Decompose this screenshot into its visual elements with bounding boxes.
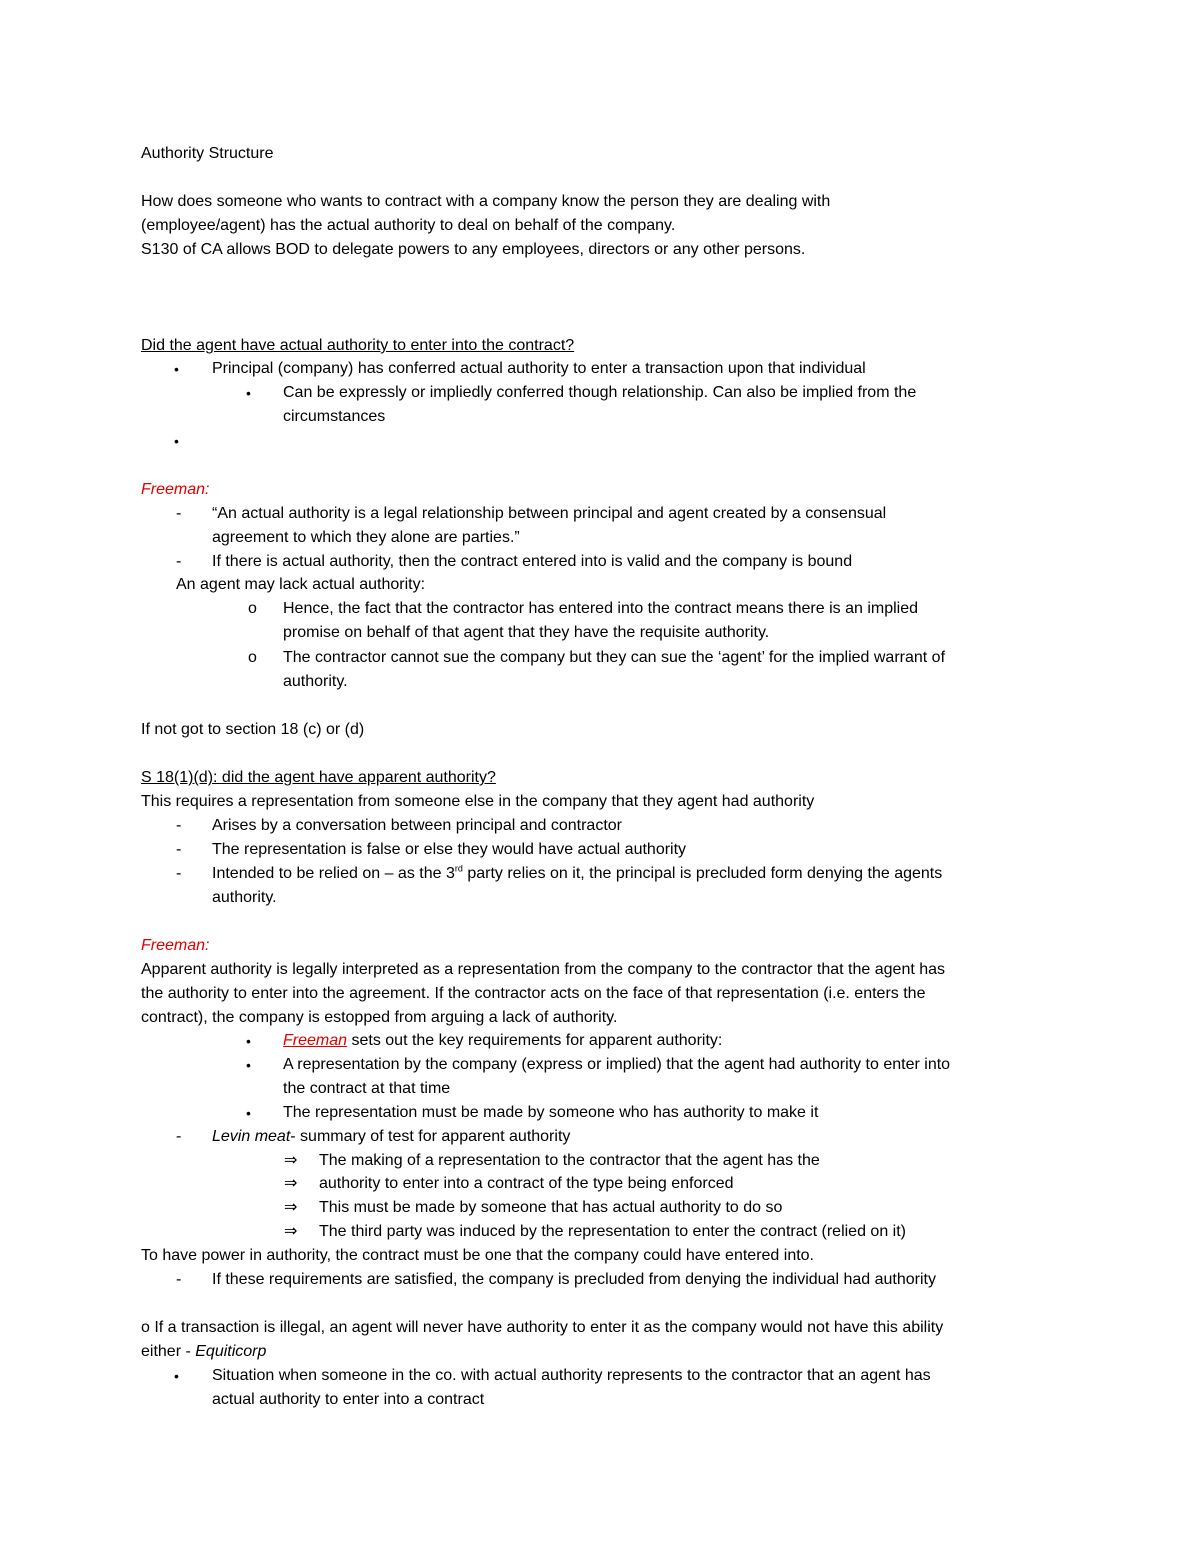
dash-marker: -	[176, 1271, 182, 1288]
illegal-bullet-line-1: Situation when someone in the co. with actual authority represents to the contractor that an agent has	[212, 1367, 931, 1384]
intro-line-2: (employee/agent) has the actual authority to deal on behalf of the company.	[141, 217, 676, 234]
apparent-point-3-line-2: authority.	[212, 889, 277, 906]
dash-marker: -	[176, 817, 182, 834]
dash-marker: -	[176, 1128, 182, 1145]
power-line: To have power in authority, the contract must be one that the company could have entered into.	[141, 1247, 814, 1264]
equiticorp-case: Equiticorp	[195, 1343, 267, 1360]
apparent-point-2: The representation is false or else they would have actual authority	[212, 841, 687, 858]
bullet-icon: •	[246, 385, 251, 401]
levin-meat-text: - summary of test for apparent authority	[290, 1128, 571, 1145]
page-title: Authority Structure	[141, 145, 274, 162]
lack-point-1-line-1: Hence, the fact that the contractor has entered into the contract means there is an implied	[283, 600, 919, 617]
actual-sub-bullet-line-1: Can be expressly or impliedly conferred though relationship. Can also be implied from the	[283, 384, 917, 401]
illegal-line-2-text: either -	[141, 1343, 196, 1360]
requirements-bullet-1	[283, 1031, 722, 1051]
requirements-bullet-3: The representation must be made by someone who has authority to make it	[283, 1104, 819, 1121]
dash-marker: -	[176, 841, 182, 858]
intro-line-3: S130 of CA allows BOD to delegate powers to any employees, directors or any other persons.	[141, 241, 806, 258]
lack-point-2-line-1: The contractor cannot sue the company but they can sue the ‘agent’ for the implied warrant of	[283, 649, 946, 666]
test-step-1: The making of a representation to the contractor that the agent has the	[319, 1152, 820, 1169]
requirements-bullet-1-text: sets out the key requirements for apparent authority:	[347, 1032, 723, 1049]
apparent-point-3-line-1	[212, 864, 942, 884]
apparent-authority-heading: S 18(1)(d): did the agent have apparent authority?	[141, 769, 496, 786]
requirements-satisfied-line: If these requirements are satisfied, the company is precluded from denying the individual had authority	[212, 1271, 936, 1288]
test-step-3: This must be made by someone that has actual authority to do so	[319, 1199, 783, 1216]
apparent-point-1: Arises by a conversation between principal and contractor	[212, 817, 622, 834]
lack-point-1-line-2: promise on behalf of that agent that they have the requisite authority.	[283, 624, 770, 641]
actual-sub-bullet-line-2: circumstances	[283, 408, 386, 425]
actual-bullet-1: Principal (company) has conferred actual authority to enter a transaction upon that individual	[212, 360, 866, 377]
lack-point-2-line-2: authority.	[283, 673, 348, 690]
freeman2-para-line-1: Apparent authority is legally interpreted as a representation from the company to the contractor that the agent has	[141, 961, 946, 978]
circle-marker: o	[248, 649, 257, 666]
bullet-icon: •	[246, 1033, 251, 1049]
illegal-bullet-line-2: actual authority to enter into a contract	[212, 1391, 485, 1408]
test-step-2: authority to enter into a contract of the type being enforced	[319, 1175, 734, 1192]
dash-marker: -	[176, 505, 182, 522]
actual-authority-heading: Did the agent have actual authority to enter into the contract?	[141, 337, 575, 354]
intro-line-1: How does someone who wants to contract with a company know the person they are dealing with	[141, 193, 831, 210]
arrow-icon: ⇒	[284, 1152, 298, 1169]
freeman-label: Freeman:	[141, 481, 210, 498]
freeman-quote-line-2: agreement to which they alone are parties.”	[212, 529, 520, 546]
bullet-icon: •	[174, 361, 179, 377]
dash-marker: -	[176, 865, 182, 882]
if-not-line: If not got to section 18 (c) or (d)	[141, 721, 365, 738]
freeman2-para-line-2: the authority to enter into the agreement. If the contractor acts on the face of that representation (i.e. enters the	[141, 985, 926, 1002]
requirements-bullet-2-line-2: the contract at that time	[283, 1080, 451, 1097]
bullet-icon: •	[174, 1368, 179, 1384]
bullet-icon: •	[174, 433, 179, 449]
apparent-intro: This requires a representation from someone else in the company that they agent had authority	[141, 793, 815, 810]
illegal-line-1: o If a transaction is illegal, an agent will never have authority to enter it as the company would not have this ability	[141, 1319, 944, 1336]
apparent-point-3-text-b: party relies on it, the principal is precluded form denying the agents	[462, 865, 943, 882]
arrow-icon: ⇒	[284, 1199, 298, 1216]
lack-authority-line: An agent may lack actual authority:	[176, 576, 426, 593]
freeman-label-2: Freeman:	[141, 937, 210, 954]
bullet-icon: •	[246, 1057, 251, 1073]
freeman-case-link: Freeman	[283, 1032, 348, 1049]
bullet-icon: •	[246, 1105, 251, 1121]
requirements-bullet-2-line-1: A representation by the company (express or implied) that the agent had authority to enter into	[283, 1056, 951, 1073]
freeman2-para-line-3: contract), the company is estopped from arguing a lack of authority.	[141, 1009, 618, 1026]
levin-meat-case: Levin meat	[212, 1128, 291, 1145]
arrow-icon: ⇒	[284, 1223, 298, 1240]
apparent-point-3-text-a: Intended to be relied on – as the 3	[212, 865, 455, 882]
circle-marker: o	[248, 600, 257, 617]
test-step-4: The third party was induced by the representation to enter the contract (relied on it)	[319, 1223, 906, 1240]
levin-meat-line	[212, 1127, 570, 1147]
illegal-line-2	[141, 1342, 266, 1362]
freeman-quote-line-1: “An actual authority is a legal relationship between principal and agent created by a consensual	[212, 505, 887, 522]
freeman-point-2: If there is actual authority, then the contract entered into is valid and the company is bound	[212, 553, 853, 570]
dash-marker: -	[176, 553, 182, 570]
arrow-icon: ⇒	[284, 1175, 298, 1192]
ordinal-suffix: rd	[454, 863, 463, 874]
